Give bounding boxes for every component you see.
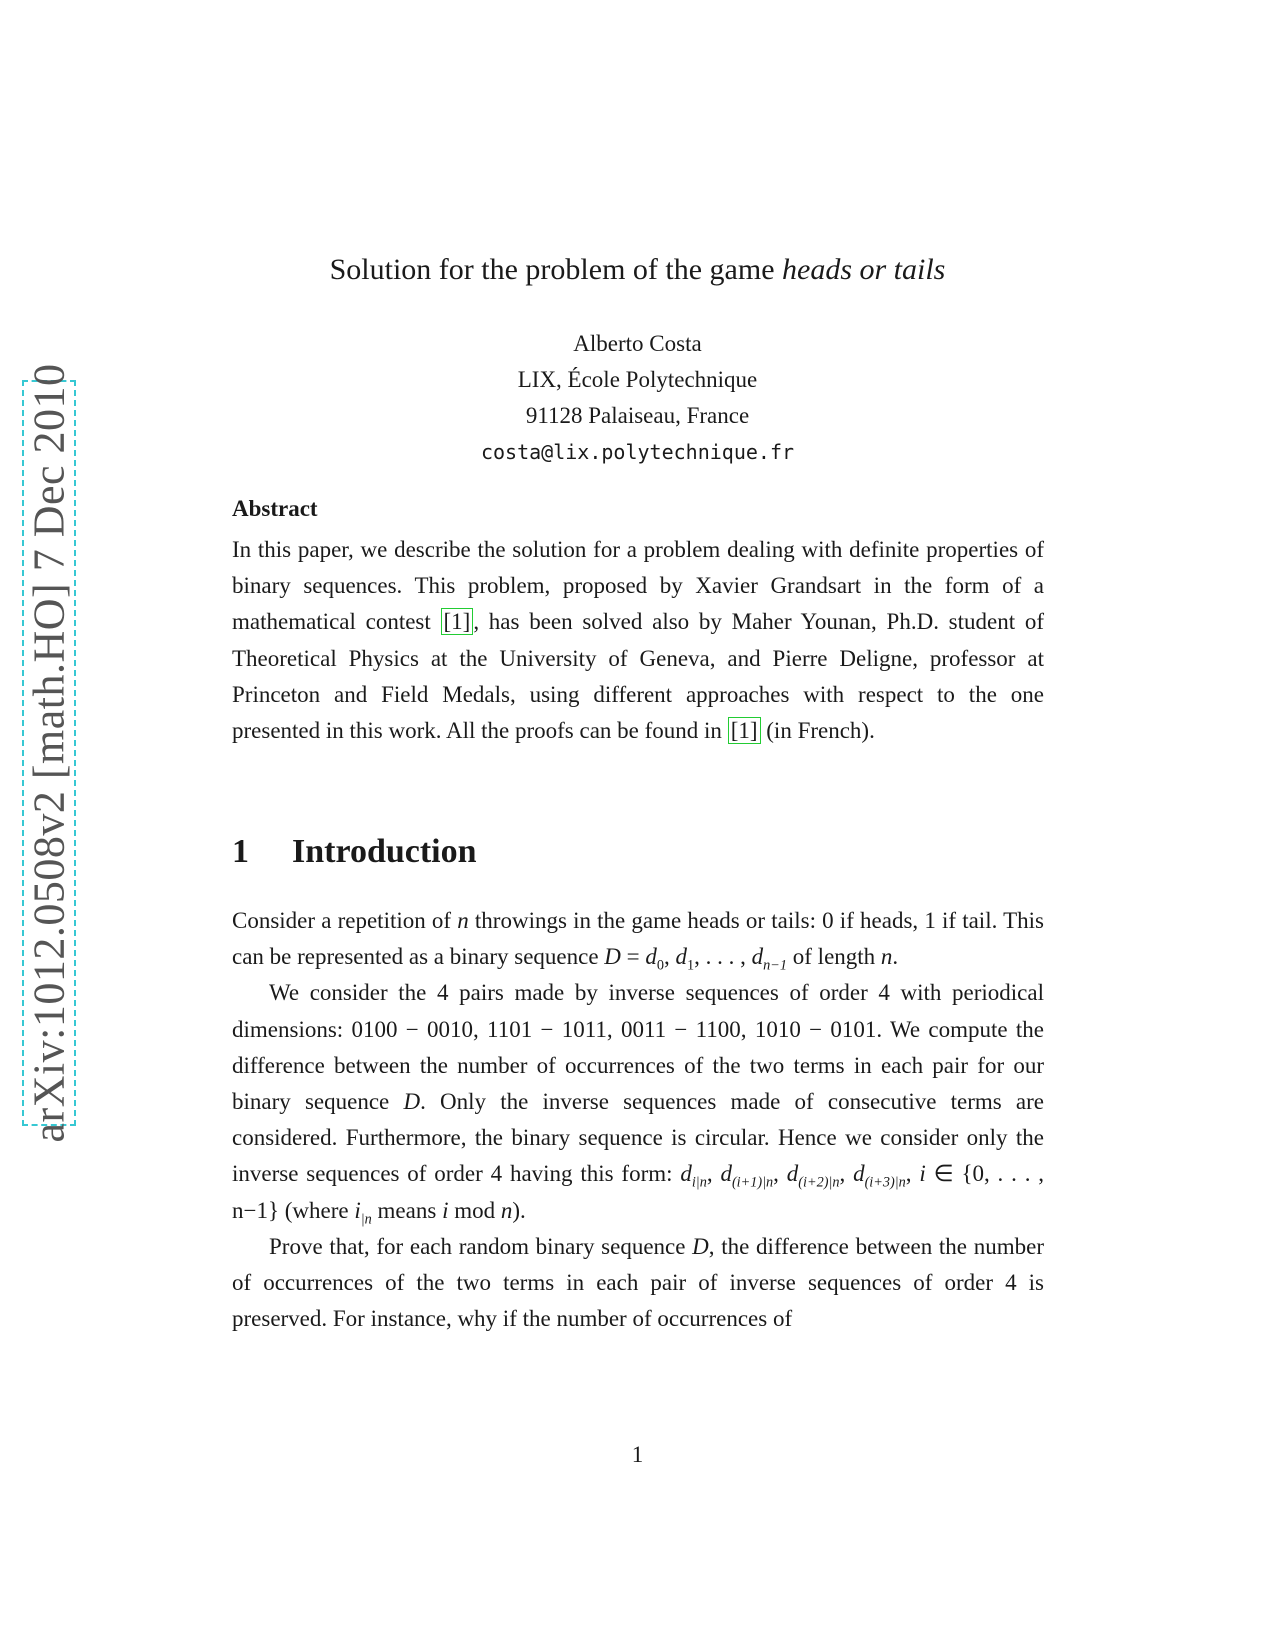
- p2-sub-5: |n: [360, 1211, 372, 1228]
- p1-math-D: D: [604, 944, 621, 970]
- p1-math-d1: d: [675, 944, 688, 970]
- page-number: 1: [631, 1442, 644, 1467]
- paragraph-2: [232, 975, 1044, 1228]
- p2-set: ∈ {0, . . . , n−1} (where: [232, 1161, 1045, 1223]
- p1-sub-0: 0: [656, 957, 665, 974]
- p1-math-n: n: [457, 908, 469, 933]
- citation-link-2[interactable]: [1]: [728, 717, 761, 744]
- p1-end: .: [892, 944, 899, 970]
- p1-math-n2: n: [880, 944, 893, 970]
- p3-math-D: D: [692, 1233, 709, 1259]
- p2-sep-3: ,: [839, 1161, 854, 1187]
- p2-math-D: D: [403, 1089, 421, 1115]
- p2-math-d1: d: [680, 1161, 692, 1187]
- paragraph-1: [232, 903, 1044, 975]
- section-heading: [232, 833, 477, 871]
- p2-text-a: We consider the 4 pairs made by inverse sequences of order 4 with periodical dimensions: 0100 − 0010, 1101 − 1011, 0011 − 1100, 1010 − 0101. We compute the difference between the number of occurrences of the two terms in each pair for our binary sequence: [232, 980, 1044, 1115]
- p2-sub-3: (i+2)|n: [798, 1175, 840, 1192]
- abstract-text-3: (in French).: [760, 718, 875, 744]
- p1-text-a: Consider a repetition of: [232, 908, 458, 933]
- p3-text-a: Prove that, for each random binary sequence: [269, 1233, 693, 1259]
- p2-means: means: [371, 1197, 443, 1223]
- author-address: 91128 Palaiseau, France: [525, 403, 750, 428]
- p2-sub-2: (i+1)|n: [731, 1175, 774, 1192]
- author-name: Alberto Costa: [573, 331, 702, 356]
- p1-sub-n: n−1: [763, 957, 788, 974]
- abstract-heading: Abstract: [232, 496, 318, 521]
- p1-sub-1: 1: [687, 957, 695, 974]
- p2-sub-4: (i+3)|n: [864, 1175, 906, 1192]
- citation-link-1[interactable]: [1]: [441, 608, 474, 635]
- p2-end: ).: [512, 1197, 526, 1223]
- p2-sub-1: i|n: [691, 1175, 707, 1192]
- p1-sep-1: ,: [664, 944, 676, 970]
- p2-math-i2: i: [354, 1197, 361, 1223]
- p2-mod: mod: [448, 1197, 501, 1223]
- paragraph-3: [232, 1229, 1044, 1338]
- abstract-text-1: In this paper, we describe the solution for a problem dealing with definite properties of binary sequences. This problem, proposed by Xavier Grandsart in the form of a mathematical contest: [232, 537, 1044, 635]
- section-title: Introduction: [292, 833, 477, 870]
- p2-text-b: . Only the inverse sequences made of consecutive terms are considered. Furthermore, the binary sequence is circular. Hence we consider only the inverse sequences of order 4 having this form:: [232, 1089, 1044, 1187]
- author-block: [0, 326, 1275, 470]
- introduction-body: [232, 903, 1044, 1337]
- p1-dots: , . . . ,: [694, 944, 752, 970]
- p2-math-i3: i: [442, 1197, 449, 1223]
- p2-math-d4: d: [853, 1161, 865, 1187]
- section-number: 1: [232, 833, 249, 870]
- author-email[interactable]: costa@lix.polytechnique.fr: [480, 440, 795, 464]
- p2-math-d2: d: [720, 1161, 732, 1187]
- title-italic: heads or tails: [782, 253, 946, 286]
- arxiv-identifier: arXiv:1012.0508v2 [math.HO] 7 Dec 2010: [24, 363, 74, 1143]
- p2-sep-4: ,: [905, 1161, 920, 1187]
- p2-math-n: n: [500, 1197, 513, 1223]
- p1-equals: =: [620, 944, 646, 970]
- p2-sep-1: ,: [706, 1161, 721, 1187]
- p3-text-b: , the difference between the number of occurrences of the two terms in each pair of inverse sequences of order 4 is preserved. For instance, why if the number of occurrences of: [232, 1233, 1044, 1332]
- author-affiliation: LIX, École Polytechnique: [517, 367, 758, 392]
- paper-title: [0, 253, 1275, 287]
- p2-math-d3: d: [786, 1161, 799, 1187]
- p1-math-d0: d: [645, 944, 657, 970]
- title-main: Solution for the problem of the game: [329, 253, 783, 286]
- abstract-text: [232, 532, 1044, 749]
- p1-math-dn: d: [751, 944, 764, 970]
- p2-math-i: i: [919, 1161, 926, 1187]
- abstract-text-2: , has been solved also by Maher Younan, Ph.D. student of Theoretical Physics at the University of Geneva, and Pierre Deligne, professor at Princeton and Field Medals, using different approaches with respect to the one presented in this work. All the proofs can be found in: [232, 609, 1044, 744]
- p1-text-b: throwings in the game heads or tails: 0 if heads, 1 if tail. This can be represented as a binary sequence: [232, 908, 1044, 970]
- p1-text-c: of length: [787, 944, 881, 970]
- p2-sep-2: ,: [773, 1161, 787, 1187]
